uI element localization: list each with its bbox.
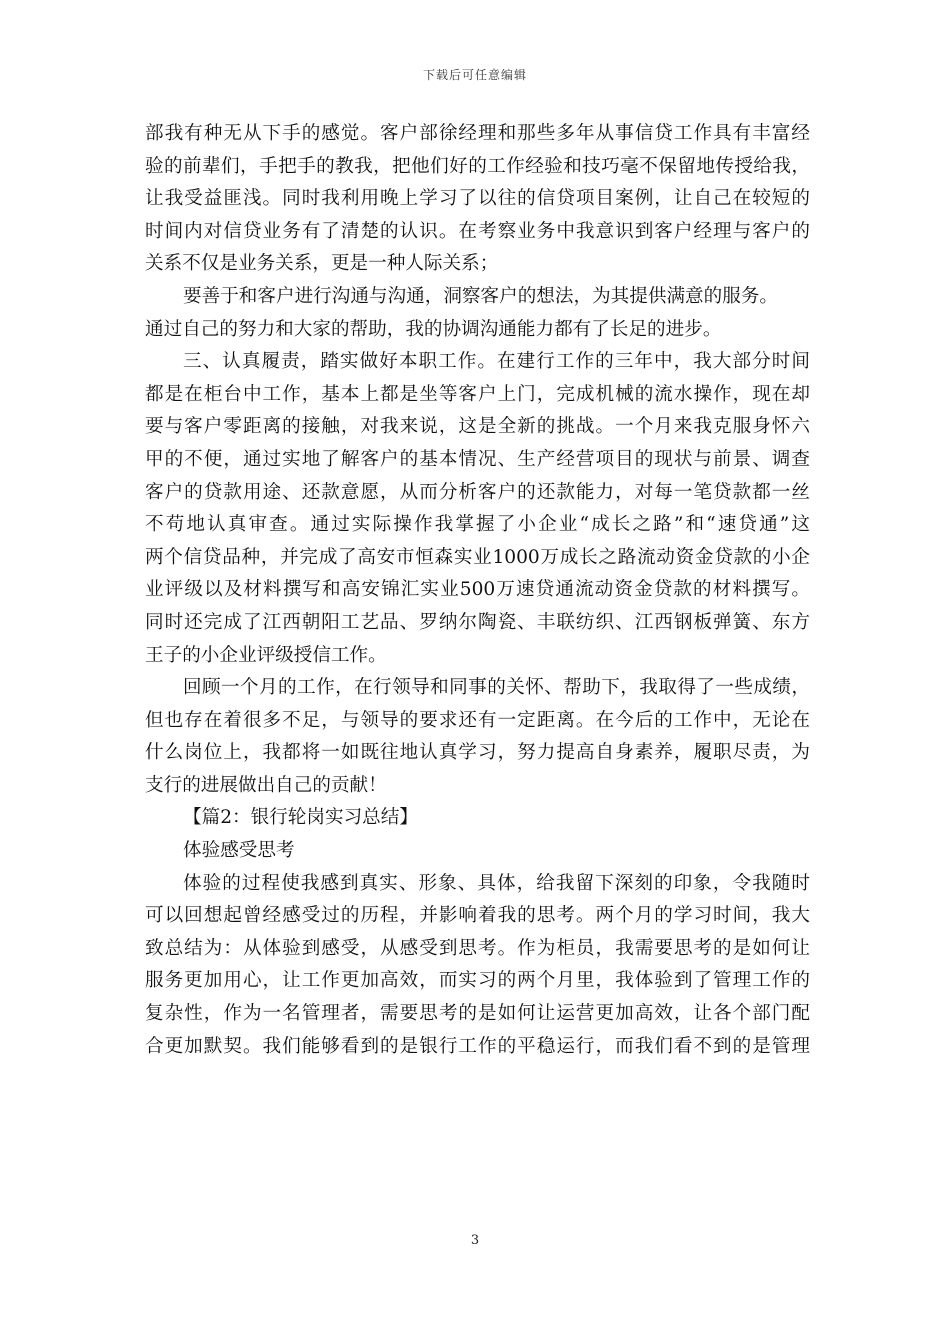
body-line: 同时还完成了江西朝阳工艺品、罗纳尔陶瓷、丰联纺织、江西钢板弹簧、东方: [145, 611, 810, 633]
subheading: 体验感受思考: [183, 840, 295, 862]
body-line: 支行的进展做出自己的贡献！: [145, 774, 387, 796]
body-line: 都是在柜台中工作，基本上都是坐等客户上门，完成机械的流水操作，现在却: [145, 383, 810, 405]
body-line: 服务更加用心，让工作更加高效，而实习的两个月里，我体验到了管理工作的: [145, 970, 810, 992]
body-line: 什么岗位上，我都将一如既往地认真学习，努力提高自身素养，履职尽责，为: [145, 742, 810, 764]
body-line: 可以回想起曾经感受过的历程，并影响着我的思考。两个月的学习时间，我大: [145, 905, 810, 927]
body-line: 回顾一个月的工作，在行领导和同事的关怀、帮助下，我取得了一些成绩，: [183, 677, 810, 699]
body-line: 复杂性，作为一名管理者，需要思考的是如何让运营更加高效，让各个部门配: [145, 1003, 810, 1025]
body-line: 让我受益匪浅。同时我利用晚上学习了以往的信贷项目案例，让自己在较短的: [145, 188, 810, 210]
body-line: 验的前辈们，手把手的教我，把他们好的工作经验和技巧毫不保留地传授给我，: [145, 155, 810, 177]
body-line: 客户的贷款用途、还款意愿，从而分析客户的还款能力，对每一笔贷款都一丝: [145, 481, 810, 503]
body-line: 三、认真履责，踏实做好本职工作。在建行工作的三年中，我大部分时间: [183, 351, 810, 373]
page-number: 3: [470, 1233, 480, 1248]
body-line: 合更加默契。我们能够看到的是银行工作的平稳运行，而我们看不到的是管理: [145, 1035, 810, 1057]
section-heading: 【篇2：银行轮岗实习总结】: [183, 807, 418, 829]
page-header: 下载后可任意编辑: [422, 68, 527, 82]
body-line: 时间内对信贷业务有了清楚的认识。在考察业务中我意识到客户经理与客户的: [145, 220, 810, 242]
body-line: 致总结为：从体验到感受，从感受到思考。作为柜员，我需要思考的是如何让: [145, 937, 810, 959]
body-line: 但也存在着很多不足，与领导的要求还有一定距离。在今后的工作中，无论在: [145, 709, 810, 731]
body-line: 两个信贷品种，并完成了高安市恒森实业1000万成长之路流动资金贷款的小企: [145, 546, 810, 568]
body-line: 部我有种无从下手的感觉。客户部徐经理和那些多年从事信贷工作具有丰富经: [145, 123, 810, 144]
document-body: [145, 118, 810, 1063]
body-line: 要善于和客户进行沟通与沟通，洞察客户的想法，为其提供满意的服务。: [183, 285, 779, 307]
body-line: 不苟地认真审查。通过实际操作我掌握了小企业“成长之路”和“速贷通”这: [145, 514, 810, 536]
body-line: 关系不仅是业务关系，更是一种人际关系；: [145, 253, 499, 275]
body-line: 通过自己的努力和大家的帮助，我的协调沟通能力都有了长足的进步。: [145, 318, 722, 340]
body-line: 甲的不便，通过实地了解客户的基本情况、生产经营项目的现状与前景、调查: [145, 448, 810, 470]
body-line: 王子的小企业评级授信工作。: [145, 644, 387, 666]
body-line: 体验的过程使我感到真实、形象、具体，给我留下深刻的印象，令我随时: [183, 872, 810, 894]
body-line: 要与客户零距离的接触，对我来说，这是全新的挑战。一个月来我克服身怀六: [145, 416, 810, 438]
body-line: 业评级以及材料撰写和高安锦汇实业500万速贷通流动资金贷款的材料撰写。: [145, 579, 810, 601]
